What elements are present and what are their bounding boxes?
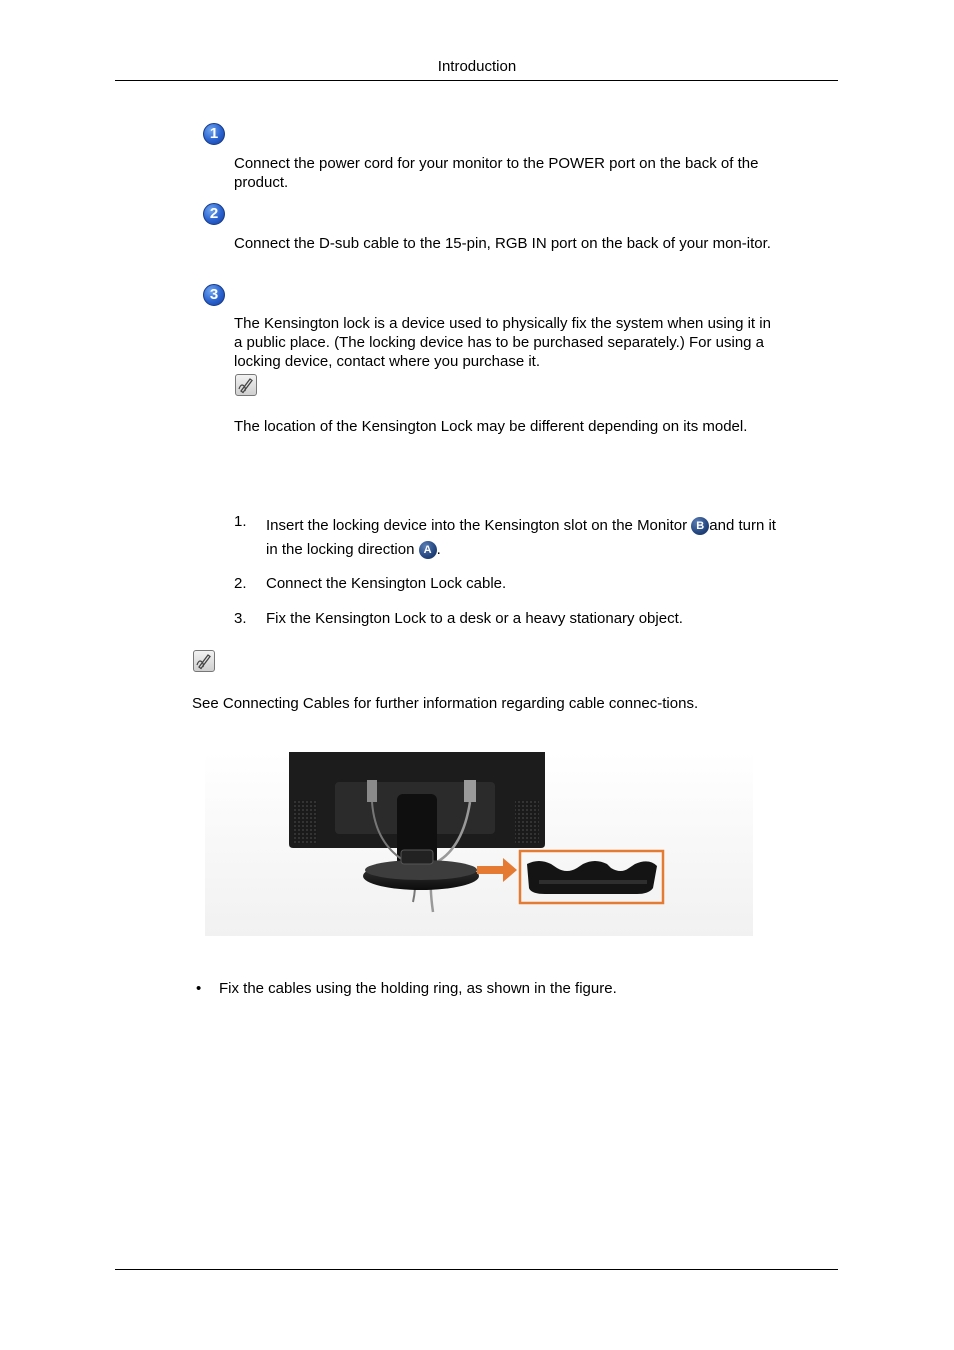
note-pencil-icon [235,374,257,396]
step-1-number-icon: 1 [203,123,225,145]
note-2-text: See Connecting Cables for further information regarding cable connec-tions. [192,695,699,712]
marker-b-icon: B [691,517,709,535]
list-number: 2. [234,575,247,592]
monitor-back-figure [205,752,753,936]
list-text: Connect the Kensington Lock cable. [266,575,507,592]
step-1-text: Connect the power cord for your monitor to the POWER port on the back of the product. [234,155,759,191]
note-pencil-icon [193,650,215,672]
list-text: Fix the Kensington Lock to a desk or a heavy stationary object. [266,610,683,627]
list-number: 1. [234,513,247,530]
header-rule [115,80,838,81]
step-2-text: Connect the D-sub cable to the 15-pin, RGB IN port on the back of your mon-itor. [234,235,771,252]
marker-a-icon: A [419,541,437,559]
step-3-number-icon: 3 [203,284,225,306]
list-text: Insert the locking device into the Kensington slot on the Monitor B and turn it in the locking direction A . [266,517,776,558]
step-3-text: The Kensington lock is a device used to physically fix the system when using it in a public place. (The locking device has to be purchased separately.) For using a locking device, contact where you purchase it. [234,315,771,370]
list-number: 3. [234,610,247,627]
note-1-text: The location of the Kensington Lock may be different depending on its model. [234,418,748,435]
footer-rule [115,1269,838,1270]
page-header-title: Introduction [437,58,517,75]
bullet-marker: • [196,980,202,997]
bullet-text: Fix the cables using the holding ring, as shown in the figure. [219,980,617,997]
step-2-number-icon: 2 [203,203,225,225]
